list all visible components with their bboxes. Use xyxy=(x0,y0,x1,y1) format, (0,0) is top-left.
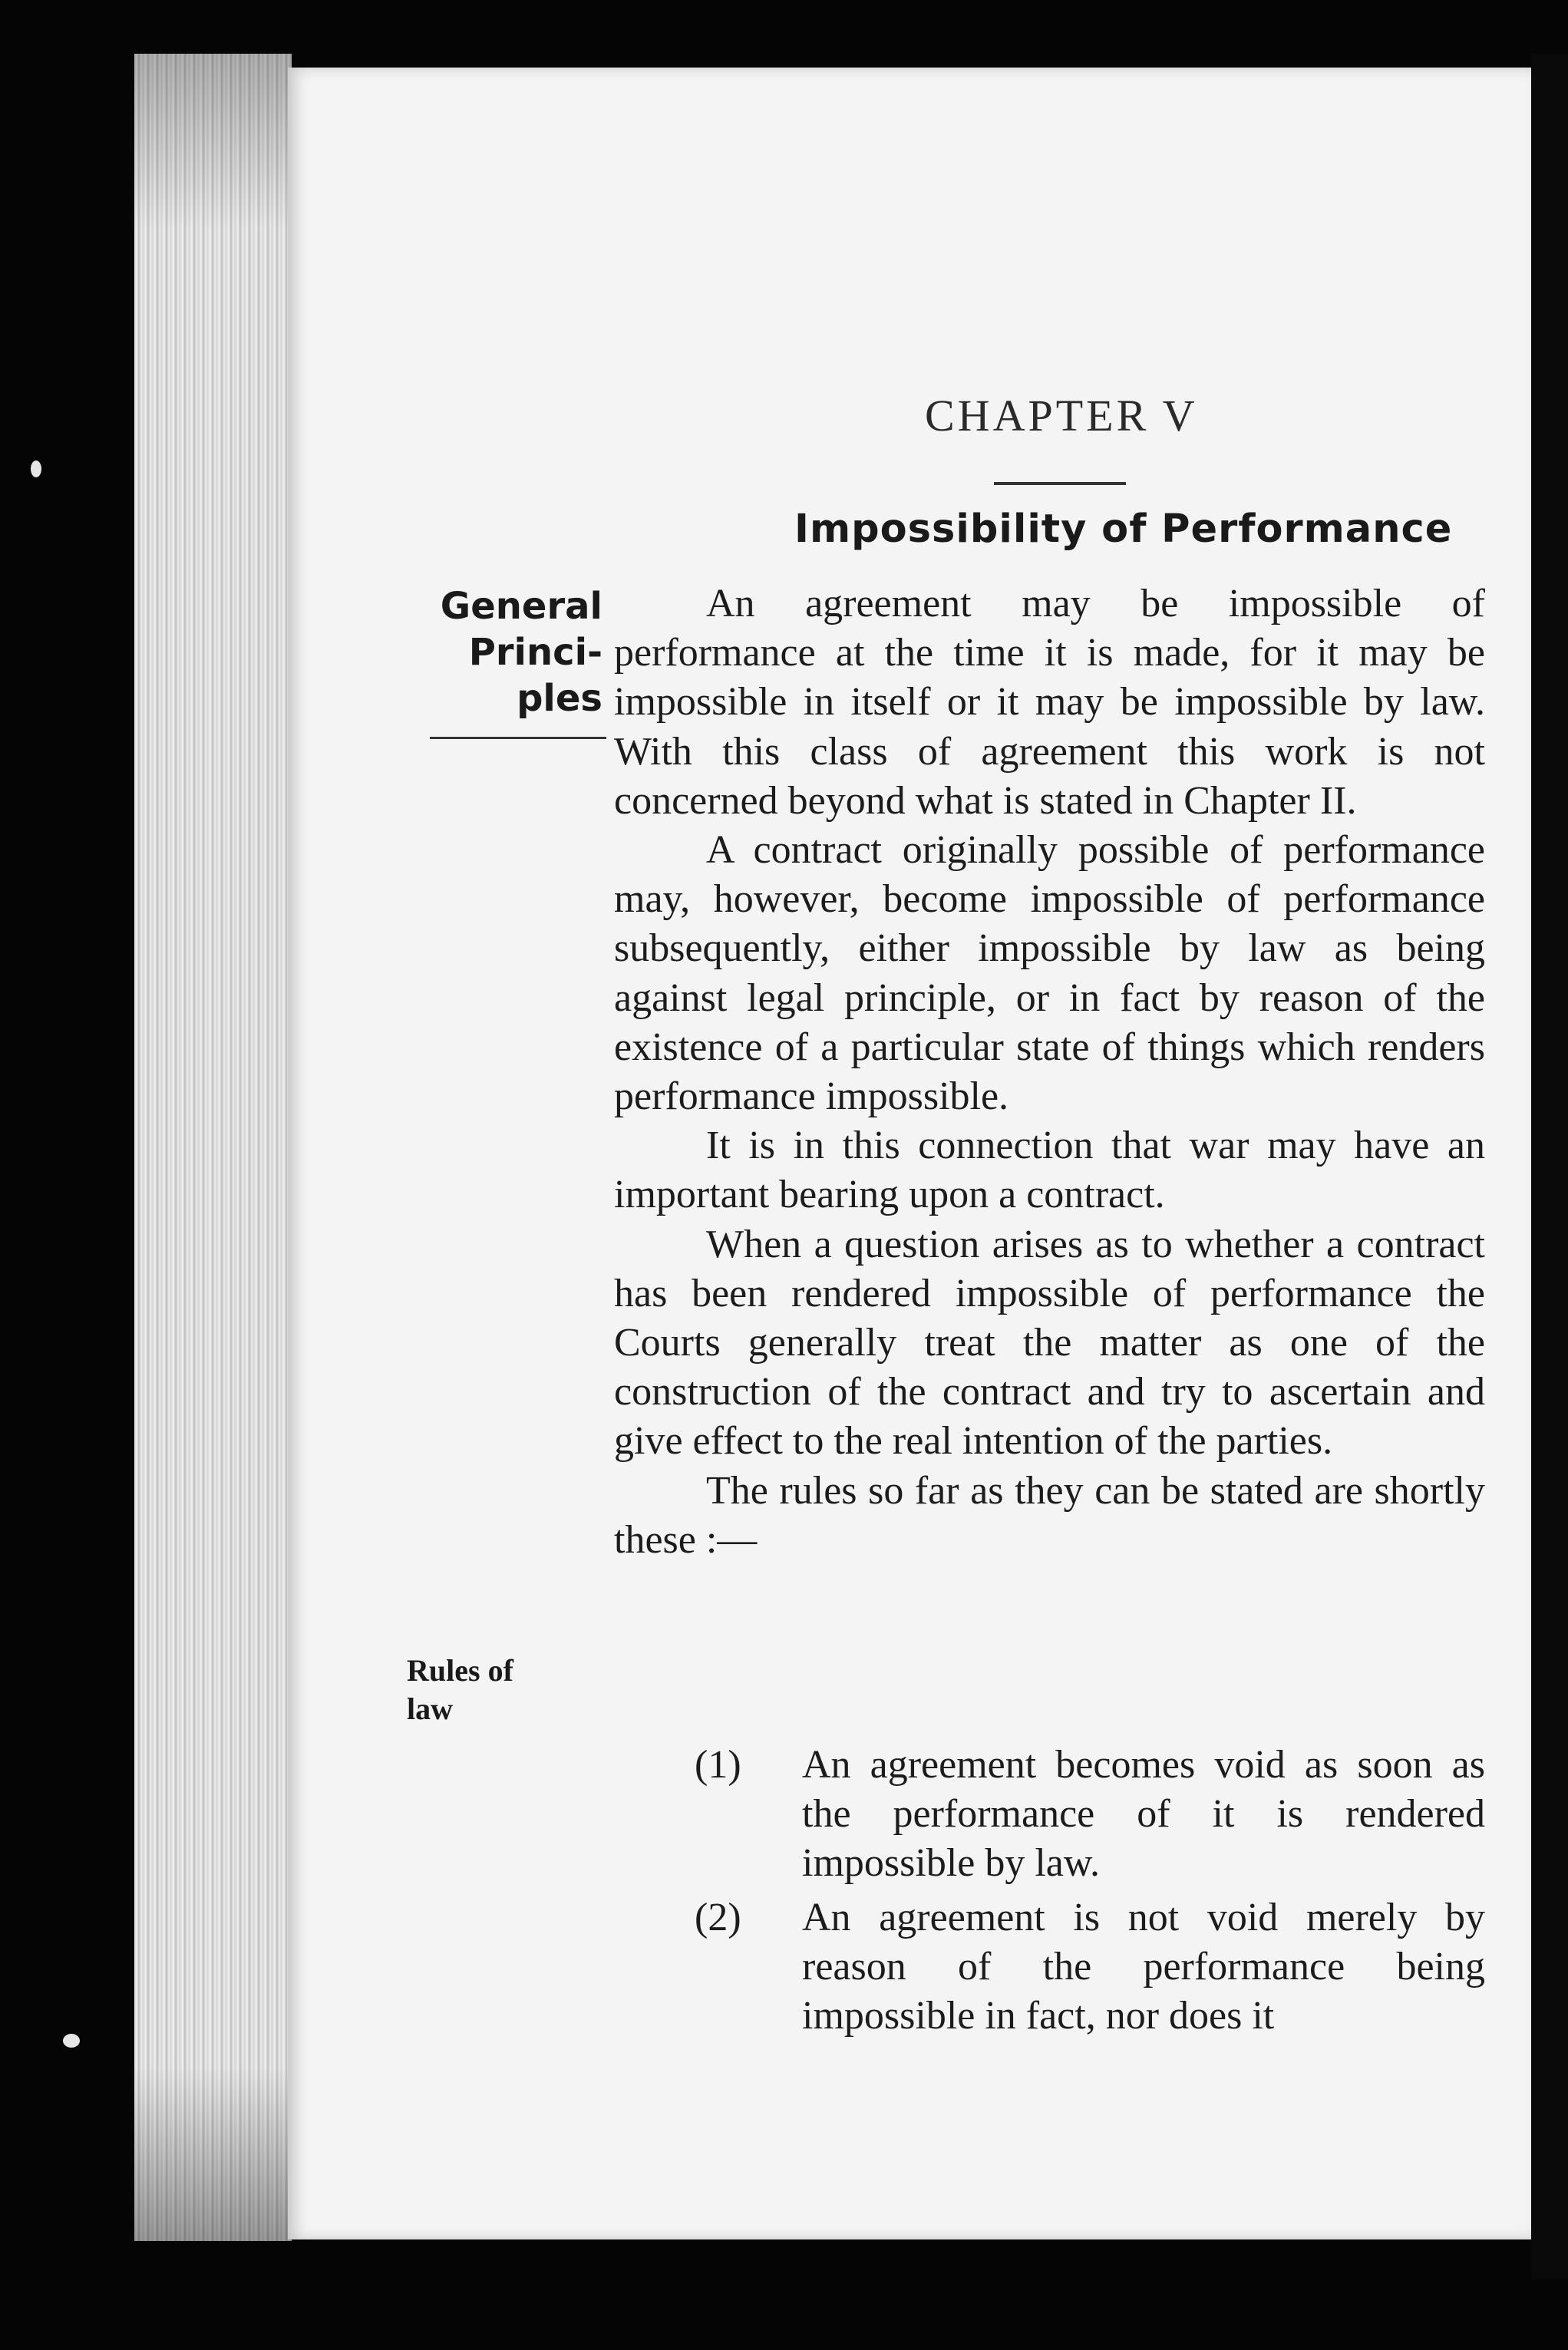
rule-item xyxy=(695,1741,1485,1889)
rule-number: (1) xyxy=(695,1743,741,1787)
rule-number: (2) xyxy=(695,1895,741,1939)
dust-speck xyxy=(63,2034,80,2048)
paragraph: When a question arises as to whether a contract has been rendered impossible of performance the Courts generally treat the matter as one of the construction of the contract and try to ascertain and give effect to the real intention of the parties. xyxy=(614,1222,1485,1464)
margin-note-general-principles: General Princi- ples xyxy=(440,585,602,720)
dust-speck xyxy=(31,460,41,477)
rule-text: An agreement becomes void as soon as the performance of it is rendered impossible by law. xyxy=(802,1743,1485,1886)
paragraph: An agreement may be impossible of performance at the time it is made, for it may be impossible in itself or it may be impossible by law. With this class of agreement this work is not concerned beyond what is stated in Chapter II. xyxy=(614,582,1485,823)
paragraph: A contract originally possible of performance may, however, become impossible of performance subsequently, either impossible by law as being against legal principle, or in fact by reason of the existence of a particular state of things which renders performance impossible. xyxy=(614,828,1485,1119)
section-heading: Impossibility of Performance xyxy=(794,507,1453,552)
book-page-edges xyxy=(134,54,292,2241)
margin-note-divider xyxy=(430,737,606,739)
rule-item xyxy=(695,1893,1485,2041)
chapter-title: CHAPTER V xyxy=(925,391,1198,441)
body-text xyxy=(614,579,1485,1565)
margin-note-rules-of-law: Rules of law xyxy=(407,1653,513,1726)
page-shadow xyxy=(1531,54,1568,2279)
title-divider xyxy=(994,482,1126,485)
rule-text: An agreement is not void merely by reason of the performance being impossible in fact, nor does it xyxy=(802,1895,1485,2038)
paragraph: The rules so far as they can be stated are shortly these :— xyxy=(614,1468,1485,1562)
rules-list xyxy=(695,1741,1485,2045)
paragraph: It is in this connection that war may have an important bearing upon a contract. xyxy=(614,1124,1485,1217)
